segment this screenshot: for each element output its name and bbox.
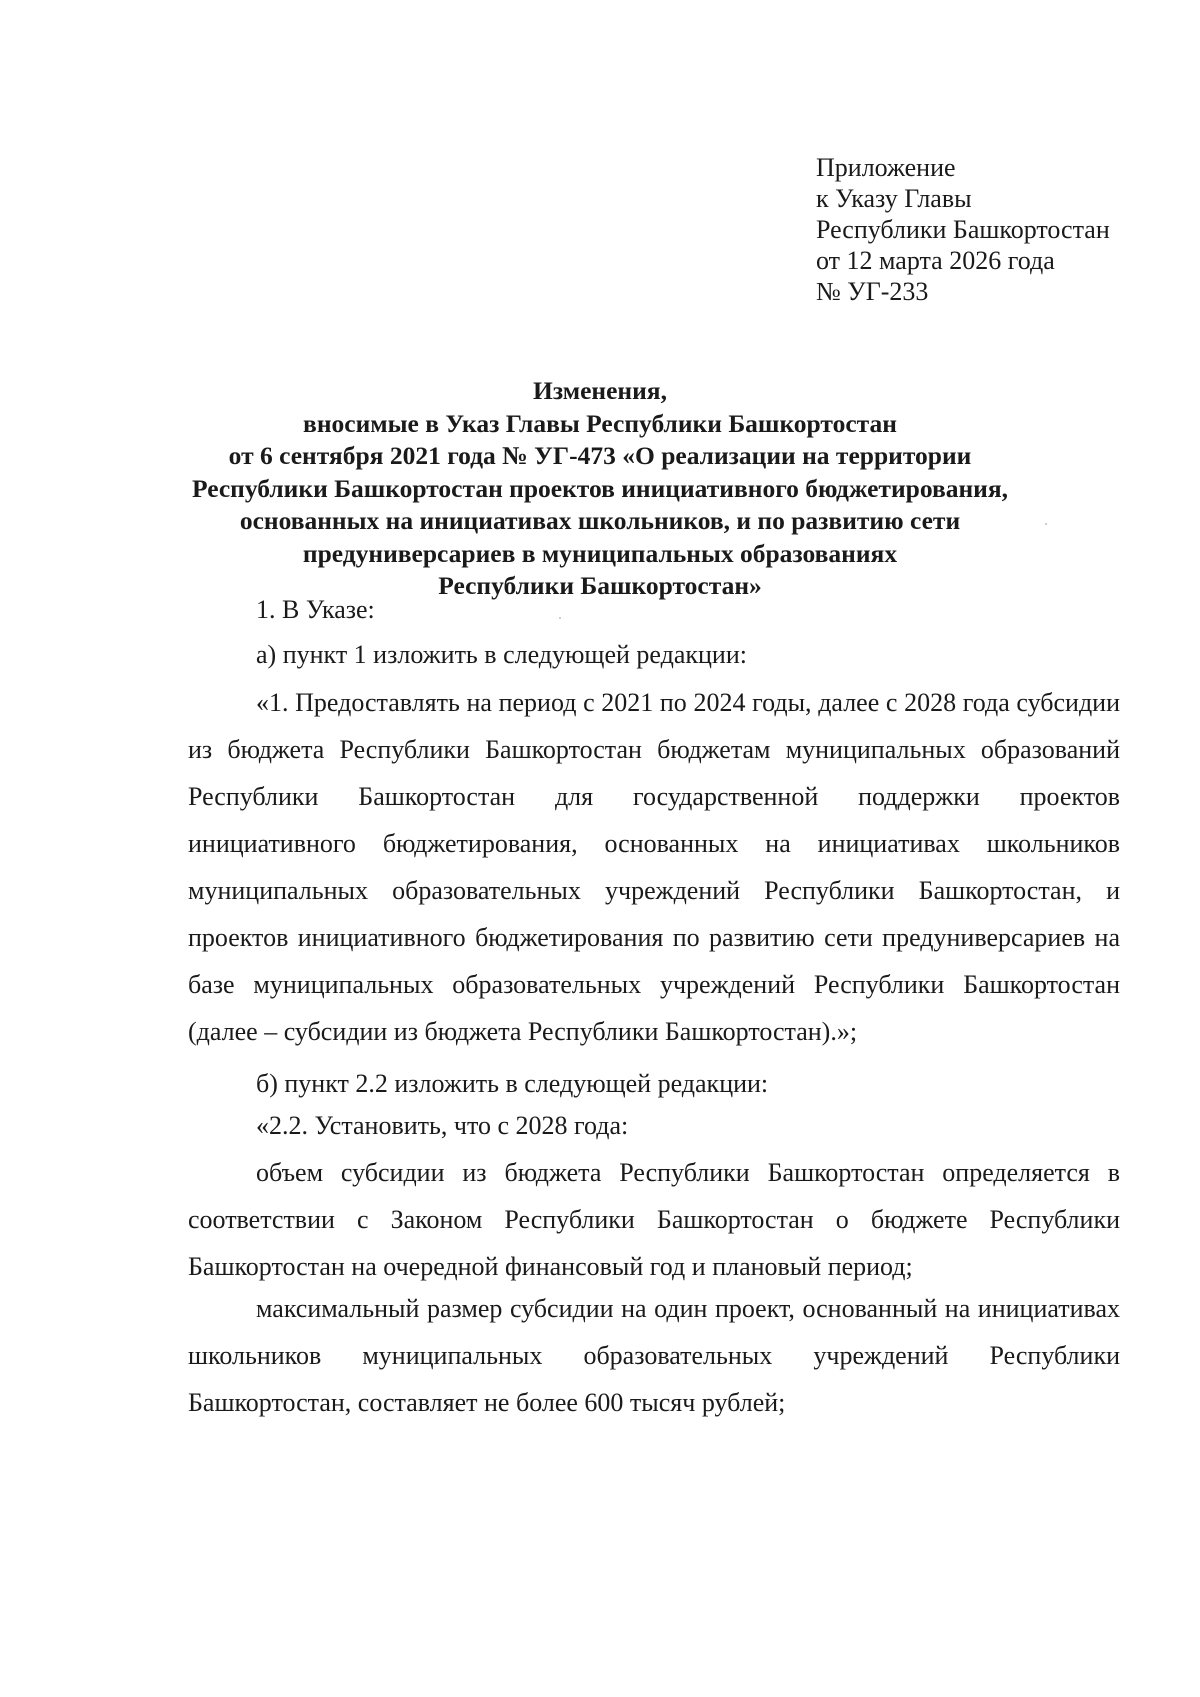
document-title	[180, 375, 1020, 603]
title-line-3: от 6 сентября 2021 года № УГ-473 «О реализации на территории	[228, 441, 972, 470]
title-line-5: основанных на инициативах школьников, и по развитию сети	[239, 506, 961, 535]
paragraph-7-block	[188, 1285, 1120, 1426]
paragraph-2: а) пункт 1 изложить в следующей редакции:	[256, 640, 747, 669]
paragraph-3: «1. Предоставлять на период с 2021 по 2024 годы, далее с 2028 года субсидии из бюджета Республики Башкортостан бюджетам муниципальных образований Республики Башкортостан для государственной поддержки проектов инициативного бюджетирования, основанных на инициативах школьников муниципальных образовательных учреждений Республики Башкортостан, и проектов инициативного бюджетирования по развитию сети предуниверсариев на базе муниципальных образовательных учреждений Республики Башкортостан (далее – субсидии из бюджета Республики Башкортостан).»;	[188, 688, 1120, 1046]
appendix-line-5: № УГ-233	[816, 277, 929, 306]
paragraph-6: объем субсидии из бюджета Республики Башкортостан определяется в соответствии с Законом Республики Башкортостан о бюджете Республики Башкортостан на очередной финансовый год и плановый период;	[188, 1158, 1120, 1281]
appendix-line-3: Республики Башкортостан	[816, 215, 1110, 244]
title-line-2: вносимые в Указ Главы Республики Башкортостан	[303, 408, 897, 438]
appendix-line-2: к Указу Главы	[816, 184, 972, 213]
title-line-7: Республики Башкортостан»	[438, 571, 762, 600]
appendix-header	[816, 152, 1110, 307]
paragraph-4: б) пункт 2.2 изложить в следующей редакции:	[256, 1069, 769, 1098]
paragraph-3-block	[188, 679, 1120, 1055]
appendix-line-4: от 12 марта 2026 года	[816, 246, 1055, 275]
paragraph-6-block	[188, 1149, 1120, 1290]
title-line-1: Изменения,	[533, 376, 667, 405]
paragraph-7: максимальный размер субсидии на один проект, основанный на инициативах школьников муниципальных образовательных учреждений Республики Башкортостан, составляет не более 600 тысяч рублей;	[188, 1294, 1120, 1417]
title-line-4: Республики Башкортостан проектов инициативного бюджетирования,	[191, 473, 1009, 503]
appendix-line-1: Приложение	[816, 153, 956, 182]
scan-speck	[559, 617, 561, 619]
paragraph-1: 1. В Указе:	[256, 595, 375, 624]
scan-speck	[1045, 523, 1047, 525]
title-line-6: предуниверсариев в муниципальных образованиях	[302, 538, 898, 568]
paragraph-5: «2.2. Установить, что с 2028 года:	[256, 1111, 629, 1140]
